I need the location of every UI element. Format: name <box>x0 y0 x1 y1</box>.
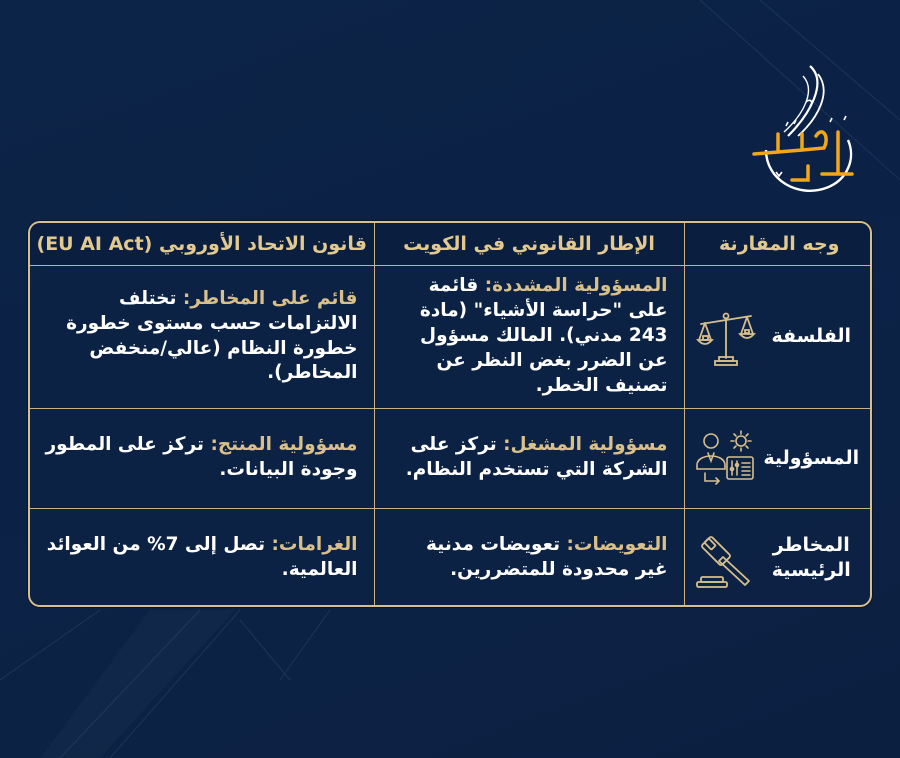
eu-key: الغرامات: <box>271 533 358 555</box>
table-row <box>30 508 872 607</box>
table-row <box>30 265 872 408</box>
kuwait-cell-main-risks <box>374 508 684 607</box>
kuwait-key: المسؤولية المشددة: <box>484 275 668 297</box>
brand-logo <box>748 62 868 202</box>
kuwait-key: التعويضات: <box>566 533 668 555</box>
kuwait-text: تعويضات مدنية غير محدودة للمتضررين. <box>426 533 668 580</box>
table-row <box>30 408 872 508</box>
operator-control-panel-icon <box>695 427 757 489</box>
aspect-cell-liability <box>684 408 872 508</box>
eu-cell-philosophy <box>30 265 374 408</box>
eu-text: تركز على المطور وجودة البيانات. <box>45 434 358 480</box>
eu-text: تصل إلى 7% من العوائد العالمية. <box>46 533 358 580</box>
kuwait-cell-liability <box>374 408 684 508</box>
header-kuwait-framework: الإطار القانوني في الكويت <box>374 223 684 265</box>
dustour-calligraphy-logo-icon <box>748 62 868 202</box>
gavel-icon <box>695 527 757 589</box>
eu-cell-main-risks <box>30 508 374 607</box>
header-eu-ai-act: قانون الاتحاد الأوروبي (EU AI Act) <box>30 223 374 265</box>
aspect-label: المسؤولية <box>763 446 860 469</box>
eu-key: قائم على المخاطر: <box>182 287 358 309</box>
eu-key: مسؤولية المنتج: <box>210 434 358 456</box>
comparison-table <box>28 221 872 607</box>
aspect-label: الفلسفة <box>771 325 852 348</box>
kuwait-text: قائمة على "حراسة الأشياء" (مادة 243 مدني). المالك مسؤول عن الضرر بغض النظر عن تصنيف الخطر. <box>419 275 668 396</box>
kuwait-text: تركز على الشركة التي تستخدم النظام. <box>405 434 668 480</box>
eu-text: تختلف الالتزامات حسب مستوى خطورة خطورة النظام (عالي/منخفض المخاطر). <box>66 287 358 384</box>
header-aspect: وجه المقارنة <box>684 223 872 265</box>
kuwait-key: مسؤولية المشغل: <box>503 434 668 456</box>
kuwait-cell-philosophy <box>374 265 684 408</box>
aspect-cell-philosophy <box>684 265 872 408</box>
table-header-row <box>30 223 872 265</box>
aspect-label: المخاطر الرئيسية <box>771 534 851 581</box>
aspect-cell-main-risks <box>684 508 872 607</box>
eu-cell-liability <box>30 408 374 508</box>
scales-of-justice-icon <box>695 306 757 368</box>
